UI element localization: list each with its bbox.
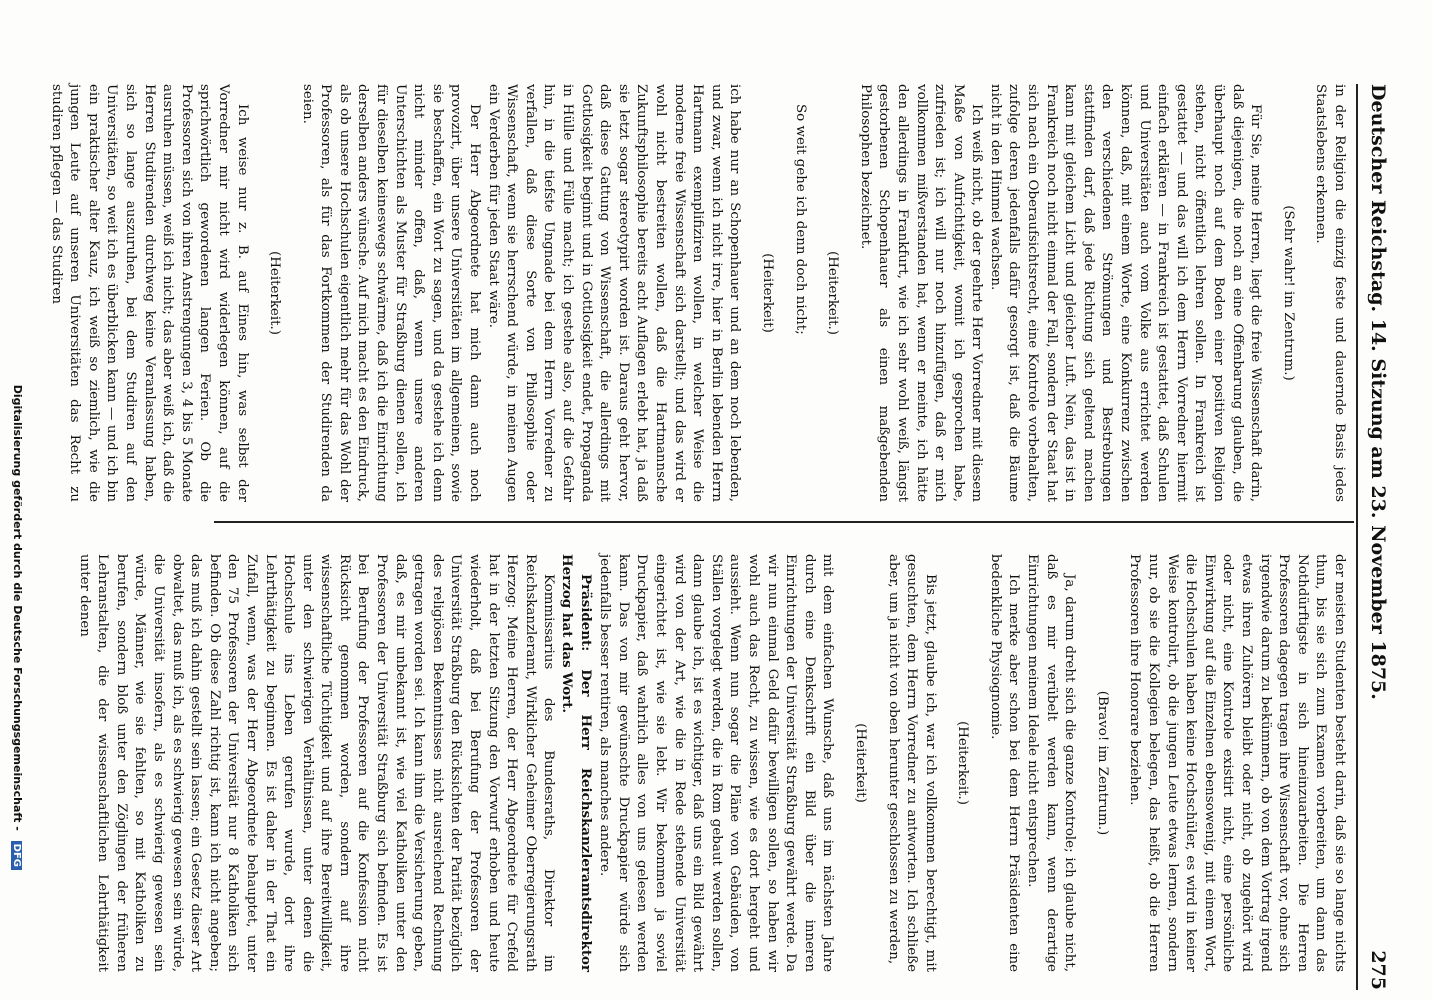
interjection: (Heiterkeit.) (825, 251, 841, 335)
paragraph: Der Herr Abgeordnete hat mich dann auch noch provozirt, über unsere Universitäten im allgemeinen, sowie sie beschaffen, ein Wort zu sagen, und da gestehe ich denn nicht minder offen, daß, wenn unsere anderen Unterschichten als Muster für Straßburg dienen sollen, ich für dieselben keineswegs schwärme, daß ich die Einrichtung derselben anders wünsche. Auf mich macht es den Eindruck, als ob unsere Hochschulen eigentlich mehr für das Wohl der Professoren, als für das Fortkommen der Studirenden da seien. (299, 84, 483, 502)
speaker-paragraph: Präsident: Der Herr Reichskanzleramtsdirektor Herzog hat das Wort. (559, 554, 594, 972)
page-header (1356, 84, 1398, 990)
interjection: (Heiterkeit) (852, 723, 868, 803)
interjection: (Heiterkeit.) (267, 251, 283, 335)
interjection: (Heiterkeit.) (955, 721, 971, 805)
paragraph: mit dem einfachen Wunsche, daß uns im nächsten Jahre durch eine Denkschrift ein Bild über die inneren Einrichtungen der Universität Straßburg gewährt werde. Da wir nun einmal Geld dafür bewilligen sollen, so haben wir wohl auch das Recht, zu wissen, wie es dort hergeht und aussieht. Wenn nun sogar die Pläne von Gebäuden, von Ställen vorgelegt werden, die in Rom gebaut werden sollen, dann glaube ich, ist es wichtiger, daß uns ein Bild gewährt wird von der Art, wie die in Rede stehende Universität eingerichtet ist, wie sie lebt. Wir bekommen ja soviel Druckpapier, daß wahrlich alles von uns gelesen werden kann. Das von mir gewünschte Druckpapier würde sich jedenfalls besser rentiren, als manches andere. (597, 554, 836, 972)
digitization-credit (6, 110, 24, 870)
paragraph: in der Religion die einzig feste und dauernde Basis jedes Staatslebens erkennen. (1313, 84, 1347, 502)
paragraph: Ich merke aber schon bei dem Herrn Präsidenten eine bedenkliche Physiognomie. (987, 554, 1022, 972)
paragraph: Ich weiß nicht, ob der geehrte Herr Vorredner mit diesem Maße von Aufrichtigkeit, womit ich gesprochen habe, zufrieden ist; ich will nur noch hinzufügen, daß er mich vollkommen mißverstanden hat, wenn er meinte, ich hätte den allerdings in Frankfurt, wie ich sehr wohl weiß, längst gestorbenen Schopenhauer als einen maßgebenden Philosophen bezeichnet. (857, 84, 985, 502)
interjection: (Bravo! im Zentrum.) (1094, 690, 1110, 836)
paragraph: Für Sie, meine Herren, liegt die freie Wissenschaft darin, daß diejenigen, die noch an eine Offenbarung glauben, die überhaupt noch auf dem Boden einer positiven Religion stehen, nicht öffentlich lehren sollen. In Frankreich ist gestattet — und das will ich dem Herrn Vorredner hiermit einfach erklären — in Frankreich ist gestattet, daß Schulen und Universitäten auch vom Volke aus errichtet werden können, daß, mit einem Worte, eine Konkurrenz zwischen den verschiedenen Strömungen und Bestrebungen stattfinden darf, daß jede Richtung sich geltend machen kann mit gleichem Licht und gleicher Luft. Nein, das ist in Frankreich noch nicht einmal der Fall, sondern der Staat hat sich nach ein Oberaufsichtsrecht, eine Kontrole vorbehalten, zufolge deren jedenfalls dafür gesorgt ist, daß die Bäume nicht in den Himmel wachsen. (987, 84, 1264, 502)
credit-text: Digitalisierung gefördert durch die Deutsche Forschungsgemeinschaft - (11, 384, 24, 831)
column-divider (214, 521, 1354, 523)
interjection: (Sehr wahr! im Zentrum.) (1280, 205, 1296, 381)
header-title: Deutscher Reichstag. 14. Sitzung am 23. November 1875. (1367, 84, 1389, 700)
left-text-column (48, 84, 1348, 502)
paragraph: Bis jetzt, glaube ich, war ich vollkommen berechtigt, mit gesuchten, dem Herrn Vorredner zu antworten. Ich schließe aber, um ja nicht von oben herunter geschlossen zu werden, (885, 554, 938, 972)
paragraph: Kommissarius des Bundesraths, Direktor im Reichskanzleramt, Wirklicher Geheimer Oberregierungsrath Herzog: Meine Herren, der Herr Abgeordnete für Crefeld hat in der letzten Sitzung den Vorwurf erhoben und heute wiederholt, daß bei Berufung der Professoren der Universität Straßburg den Rücksichten der Parität bezüglich des religiösen Bekenntnisses nicht ausreichend Rechnung getragen worden sei. Ich kann ihm die Versicherung geben, daß, es mir unbekannt ist, wie viel Katholiken unter den Professoren der Universität Straßburg sich befinden. Es ist bei Berufung der Professoren auf die Konfession nicht Rücksicht genommen worden, sondern auf ihre wissenschaftliche Tüchtigkeit und auf ihre Bereitwilligkeit, unter den schwierigen Verhältnissen, unter denen die Hochschule ins Leben gerufen wurde, dort ihre Lehrthätigkeit zu beginnen. Es ist daher in der That ein Zufall, wenn, was der Herr Abgeordnete behauptet, unter den 75 Professoren der Universität nur 8 Katholiken sich befinden. Ob diese Zahl richtig ist, kann ich nicht angeben; das muß ich dahin gestellt sein lassen; ein Gesetz dieser Art obwaltet, das muß ich, als es schwierig gewesen sein würde, die Universität insofern, als es schwierig gewesen sein würde, Männer, wie sie fehlten, so mit Katholiken zu berufen, sondern bloß unter den Zöglingen der früheren Lehranstalten, die der wissenschaftlichen Lehrthätigkeit unter denen (76, 554, 557, 972)
paragraph: ich habe nur an Schopenhauer und an dem noch lebenden, und zwar, wenn ich nicht irre, hier in Berlin lebenden Herrn Hartmann exemplifiziren wollen, in welcher Weise die moderne freie Wissenschaft sich darstellt; und das wird er wohl nicht bestreiten wollen, daß die Hartmannsche Zukunftsphilosophie bereits acht Auflagen erlebt hat, ja daß sie letzt sogar stereotypirt worden ist. Daraus geht hervor, daß diese Gattung von Wissenschaft, die allerdings mit Gottlosigkeit beginnt und in Gottlosigkeit endet, Propaganda in Hülle und Fülle macht; ich gestehe also, auf die Gefahr hin, in die tiefste Ungnade bei dem Herrn Vorredner zu verfallen, daß diese Sorte von Philosophie oder Wissenschaft, wenn sie herrschend würde, in meinen Augen ein Verderben für jeden Staat wäre. (485, 84, 743, 502)
paragraph: Ja, darum dreht sich die ganze Kontrole; ich glaube nicht, daß es mir verübelt werden kann, wenn derartige Einrichtungen meinem Ideale nicht entsprechen. (1025, 554, 1078, 972)
right-text-column (76, 554, 1348, 972)
interjection: (Heiterkeit) (759, 253, 775, 333)
page-number: 275 (1367, 950, 1389, 990)
paragraph: Ich weise nur z. B. auf Eines hin, was selbst der Vorredner mir nicht wird widerlegen können, auf die sprichwörtlich gewordenen langen Ferien. Ob die Professoren sich von ihren Anstrengungen 3, 4 bis 5 Monate ausruhen müssen, weiß ich nicht; das aber weiß ich, daß die Herren Studirenden durchweg keine Veranlassung haben, sich so lange auszuruhen, bei dem Studiren auf den Universitäten, so weit ich es überblicken kann — und ich bin ein praktischer alter Kauz, ich weiß so ziemlich, wie die jungen Leute auf unseren Universitäten das Recht zu studiren pflegen — das Studiren (48, 84, 250, 502)
dfg-logo: DFG (11, 841, 22, 870)
paragraph: der meisten Studenten besteht darin, daß sie so lange nichts thun, bis sie sich zum Examen vorbereiten, um dann das Nothdürftigste in sich hineinzuarbeiten. Die Herren Professoren dagegen tragen ihre Wissenschaft vor, ohne sich irgendwie darum zu bekümmern, ob von dem Vortrag irgend etwas ihren Zuhörern bleibt oder nicht, ob zugehört wird oder nicht, eine Kontrole existirt nicht, eine persönliche Einwirkung auf die Einzelnen ebensowenig, mit einem Wort, die Hochschulen haben keine Hochschüler, es wird in keiner Weise kontrolirt, ob die jungen Leute etwas lernen, sondern nur, ob sie die Kollegien belegen, das heißt, ob die Herren Professoren ihre Honorare beziehen. (1127, 554, 1347, 972)
paragraph: So weit gehe ich denn doch nicht; (792, 104, 808, 335)
